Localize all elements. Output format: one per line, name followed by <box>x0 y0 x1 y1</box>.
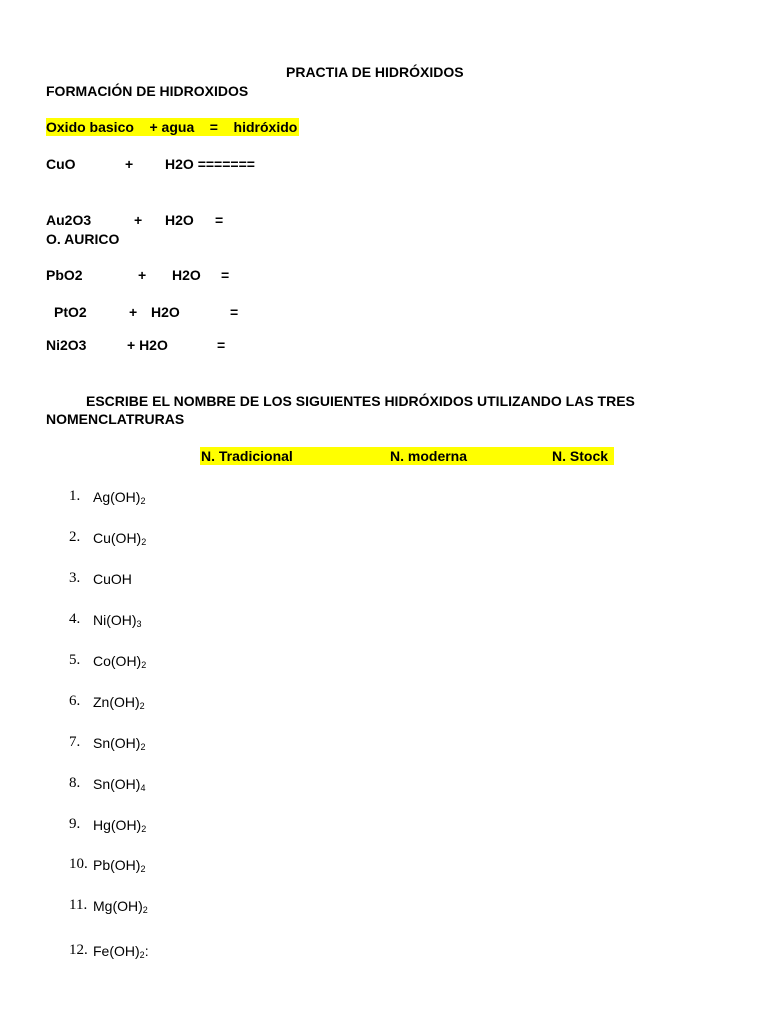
list-item-formula <box>93 734 145 756</box>
formula-base: CuOH <box>93 571 132 587</box>
formula-subscript: 2 <box>140 864 146 874</box>
formula-subscript: 2 <box>141 824 147 834</box>
reaction-water: H2O <box>172 267 201 283</box>
column-header-bar <box>200 447 614 465</box>
list-item-formula <box>93 570 132 592</box>
formula-subscript: 2 <box>140 496 146 506</box>
list-item-number: 9. <box>69 816 81 832</box>
reaction-plus: + <box>134 212 143 228</box>
formula-subscript: 2 <box>142 905 148 915</box>
formula-base: Ag(OH) <box>93 489 141 505</box>
formula-subscript: 2 <box>140 742 146 752</box>
formula-base: Mg(OH) <box>93 898 143 914</box>
list-item-formula <box>93 816 146 838</box>
reaction-equals: = <box>217 337 226 353</box>
reaction-oxide: Ni2O3 <box>46 337 87 353</box>
general-equation <box>46 118 299 136</box>
reaction-note: O. AURICO <box>46 231 120 247</box>
formula-subscript: 2 <box>139 950 145 960</box>
reaction-oxide: PbO2 <box>46 267 83 283</box>
reaction-plus: + <box>138 267 147 283</box>
list-item-number: 2. <box>69 529 81 545</box>
reaction-water: H2O <box>165 212 194 228</box>
formula-subscript: 2 <box>139 701 145 711</box>
section-heading: FORMACIÓN DE HIDROXIDOS <box>46 83 249 99</box>
formula-subscript: 2 <box>141 537 147 547</box>
list-item-number: 6. <box>69 693 81 709</box>
list-item-formula <box>93 488 145 510</box>
reaction-equals: = <box>215 212 224 228</box>
list-item-number: 7. <box>69 734 81 750</box>
list-item-number: 12. <box>69 942 88 958</box>
formula-base: Zn(OH) <box>93 694 140 710</box>
list-item-formula <box>93 652 146 674</box>
water-label: + agua <box>149 119 195 135</box>
list-item-number: 4. <box>69 611 81 627</box>
column-header-modern: N. moderna <box>390 448 468 464</box>
page-title: PRACTIA DE HIDRÓXIDOS <box>286 64 464 80</box>
formula-subscript: 4 <box>140 783 146 793</box>
list-item-formula <box>93 897 148 919</box>
formula-subscript: 3 <box>136 619 142 629</box>
list-item-number: 1. <box>69 488 81 504</box>
list-item-formula <box>93 856 145 878</box>
formula-base: Sn(OH) <box>93 776 141 792</box>
reaction-row <box>46 155 76 173</box>
equals-sign: = <box>209 119 218 135</box>
list-item-formula <box>93 693 145 715</box>
formula-base: Pb(OH) <box>93 857 141 873</box>
list-item-number: 11. <box>69 897 88 913</box>
reaction-oxide: PtO2 <box>54 304 87 320</box>
oxide-label: Oxido basico <box>46 119 134 135</box>
list-item-number: 10. <box>69 856 88 872</box>
reaction-equals: = <box>221 267 230 283</box>
reaction-water: H2O <box>151 304 180 320</box>
formula-base: Sn(OH) <box>93 735 141 751</box>
instruction-text-cont: NOMENCLATRURAS <box>46 411 185 427</box>
formula-base: Hg(OH) <box>93 817 142 833</box>
list-item-formula <box>93 529 146 551</box>
hydroxide-label: hidróxido <box>233 119 298 135</box>
reaction-water: H2O ======= <box>165 156 255 172</box>
list-item-formula <box>93 775 145 797</box>
list-item-number: 3. <box>69 570 81 586</box>
list-item-number: 8. <box>69 775 81 791</box>
list-item-formula <box>93 942 149 964</box>
reaction-oxide: Au2O3 <box>46 212 92 228</box>
column-header-stock: N. Stock <box>552 448 609 464</box>
reaction-plus: + <box>125 156 134 172</box>
formula-base: Fe(OH) <box>93 943 140 959</box>
formula-base: Cu(OH) <box>93 530 142 546</box>
reaction-plus: + <box>129 304 138 320</box>
list-item-number: 5. <box>69 652 81 668</box>
column-header-traditional: N. Tradicional <box>201 448 293 464</box>
reaction-oxide: CuO <box>46 156 76 172</box>
formula-subscript: 2 <box>141 660 147 670</box>
reaction-plus-water: + H2O <box>127 337 168 353</box>
formula-base: Co(OH) <box>93 653 142 669</box>
formula-tail: : <box>144 943 149 959</box>
instruction-text: ESCRIBE EL NOMBRE DE LOS SIGUIENTES HIDRÓXIDOS UTILIZANDO LAS TRES <box>86 393 635 409</box>
reaction-equals: = <box>230 304 239 320</box>
list-item-formula <box>93 611 142 633</box>
formula-base: Ni(OH) <box>93 612 137 628</box>
